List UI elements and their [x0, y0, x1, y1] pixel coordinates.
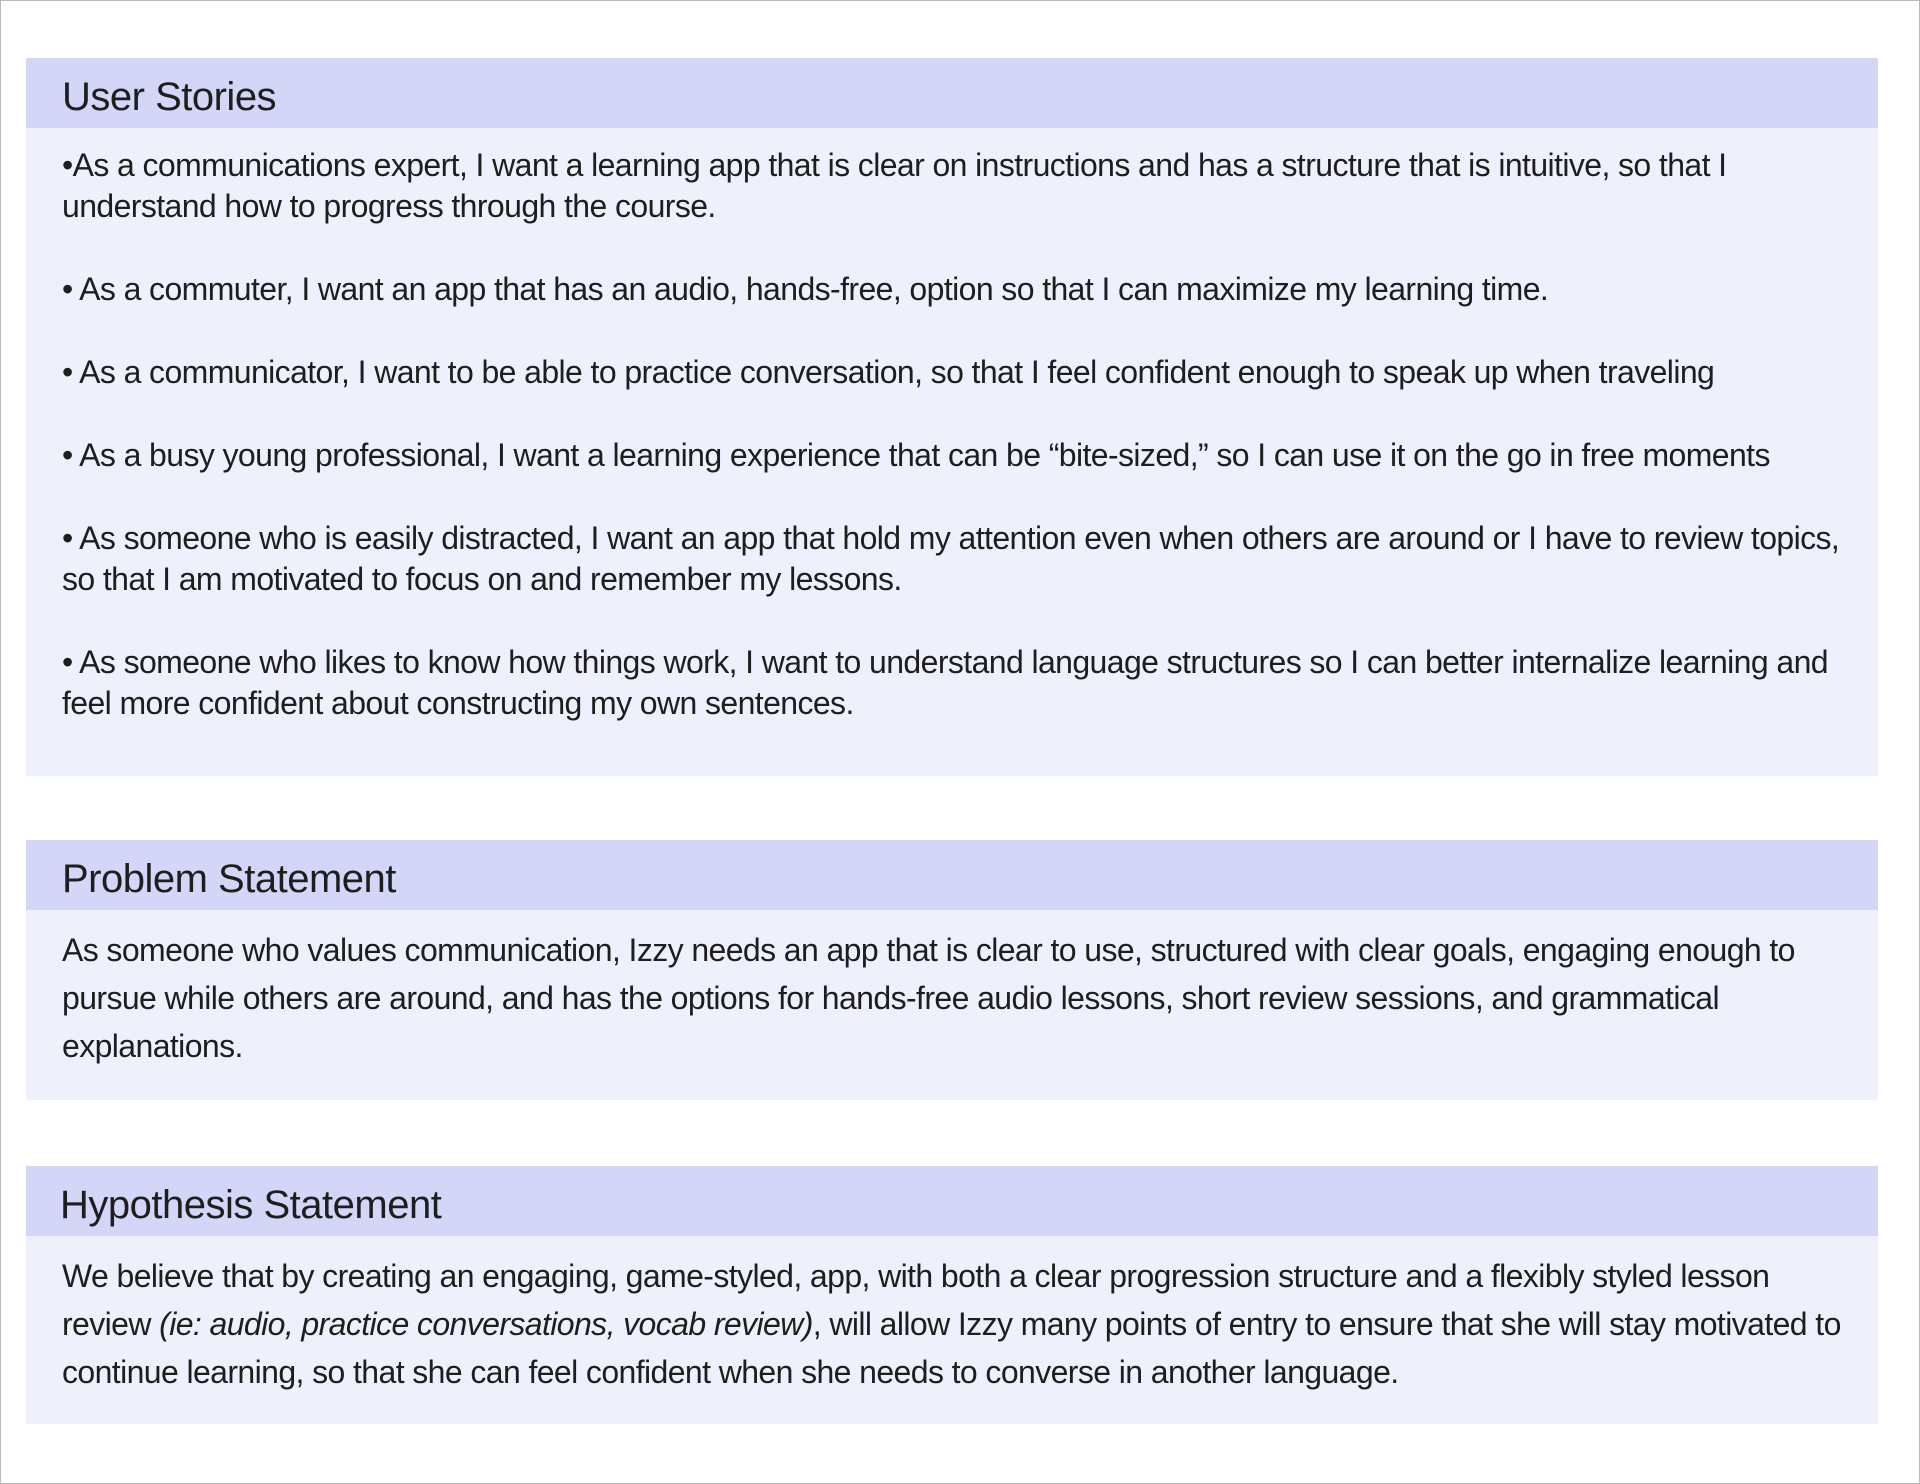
user-stories-section — [26, 58, 1878, 776]
user-stories-list — [26, 128, 1878, 724]
user-story-item: • As someone who is easily distracted, I want an app that hold my attention even when others are around or I have to review topics, so that I am motivated to focus on and remember my lessons. — [62, 520, 1840, 597]
hypothesis-statement-header — [26, 1166, 1878, 1236]
user-story-item: •As a communications expert, I want a learning app that is clear on instructions and has a structure that is intuitive, so that I understand how to progress through the course. — [62, 147, 1727, 224]
hypothesis-text-italic: (ie: audio, practice conversations, vocab review) — [159, 1306, 813, 1342]
user-stories-title: User Stories — [62, 74, 277, 119]
problem-statement-header — [26, 840, 1878, 910]
problem-statement-body — [26, 910, 1878, 1070]
user-stories-header — [26, 58, 1878, 128]
problem-statement-title: Problem Statement — [62, 856, 396, 901]
hypothesis-statement-section — [26, 1166, 1878, 1424]
user-story-item: • As a commuter, I want an app that has an audio, hands-free, option so that I can maximize my learning time. — [62, 271, 1549, 307]
hypothesis-statement-body — [26, 1236, 1878, 1396]
user-story-item: • As someone who likes to know how things work, I want to understand language structures so I can better internalize learning and feel more confident about constructing my own sentences. — [62, 644, 1828, 721]
problem-statement-text: As someone who values communication, Izzy needs an app that is clear to use, structured with clear goals, engaging enough to pursue while others are around, and has the options for hands-free audio lessons, short review sessions, and grammatical explanations. — [62, 932, 1795, 1064]
hypothesis-statement-text — [62, 1252, 1842, 1396]
hypothesis-statement-title: Hypothesis Statement — [60, 1182, 442, 1227]
problem-statement-section — [26, 840, 1878, 1100]
user-story-item: • As a busy young professional, I want a learning experience that can be “bite-sized,” so I can use it on the go in free moments — [62, 437, 1770, 473]
user-story-item: • As a communicator, I want to be able to practice conversation, so that I feel confident enough to speak up when traveling — [62, 354, 1715, 390]
hypothesis-text-before: We believe that by creating an engaging, game-styled, app, with both a clear progression structure and a flexibly styled lesson review — [62, 1258, 1770, 1342]
hypothesis-text-after: , will allow Izzy many points of entry to ensure that she will stay motivated to continue learning, so that she can feel confident when she needs to converse in another language. — [62, 1306, 1841, 1390]
